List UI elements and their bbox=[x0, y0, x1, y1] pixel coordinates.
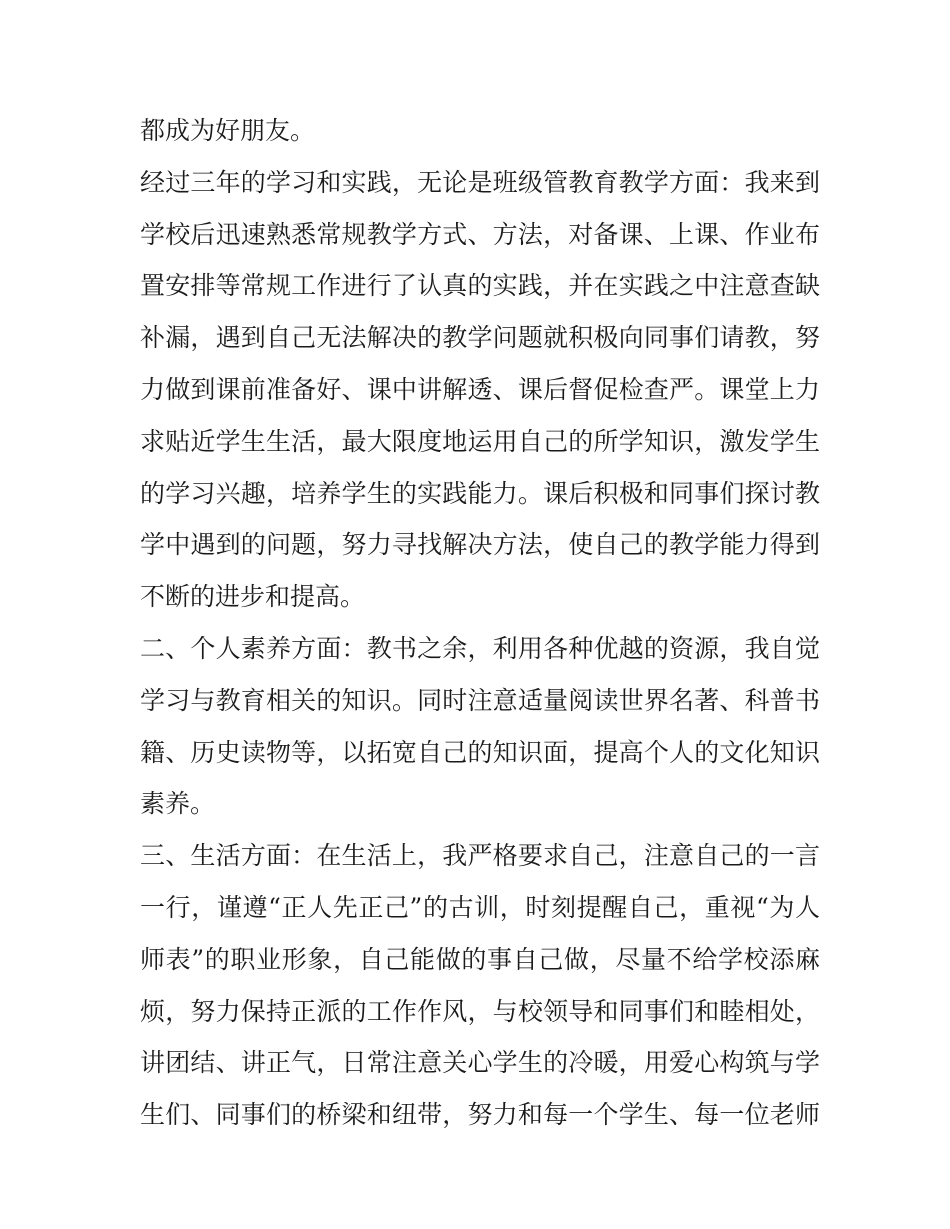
text-line: 烦，努力保持正派的工作作风，与校领导和同事们和睦相处， bbox=[140, 996, 820, 1026]
text-line: 经过三年的学习和实践，无论是班级管教育教学方面：我来到 bbox=[140, 167, 820, 197]
text-line: 素养。 bbox=[140, 789, 216, 819]
text-line: 学中遇到的问题，努力寻找解决方法，使自己的教学能力得到 bbox=[140, 530, 820, 560]
text-line: 置安排等常规工作进行了认真的实践，并在实践之中注意查缺 bbox=[140, 271, 820, 301]
text-line: 讲团结、讲正气，日常注意关心学生的冷暖，用爱心构筑与学 bbox=[140, 1048, 820, 1078]
text-line: 求贴近学生生活，最大限度地运用自己的所学知识，激发学生 bbox=[140, 426, 820, 456]
text-line: 补漏，遇到自己无法解决的教学问题就积极向同事们请教，努 bbox=[140, 323, 820, 353]
document-body bbox=[140, 105, 820, 1141]
text-line: 都成为好朋友。 bbox=[140, 116, 316, 145]
text-line: 师表”的职业形象，自己能做的事自己做，尽量不给学校添麻 bbox=[140, 944, 820, 974]
text-line: 的学习兴趣，培养学生的实践能力。课后积极和同事们探讨教 bbox=[140, 478, 820, 508]
text-line: 生们、同事们的桥梁和纽带，努力和每一个学生、每一位老师 bbox=[140, 1100, 820, 1130]
text-line: 一行，谨遵“正人先正己”的古训，时刻提醒自己，重视“为人 bbox=[140, 892, 820, 922]
text-line: 学校后迅速熟悉常规教学方式、方法，对备课、上课、作业布 bbox=[140, 219, 820, 249]
text-line: 力做到课前准备好、课中讲解透、课后督促检查严。课堂上力 bbox=[140, 374, 820, 404]
text-line: 二、个人素养方面：教书之余，利用各种优越的资源，我自觉 bbox=[140, 633, 820, 663]
text-line: 不断的进步和提高。 bbox=[140, 582, 366, 612]
text-line: 学习与教育相关的知识。同时注意适量阅读世界名著、科普书 bbox=[140, 685, 820, 715]
text-line: 籍、历史读物等，以拓宽自己的知识面，提高个人的文化知识 bbox=[140, 737, 820, 767]
text-line: 三、生活方面：在生活上，我严格要求自己，注意自己的一言 bbox=[140, 841, 820, 871]
